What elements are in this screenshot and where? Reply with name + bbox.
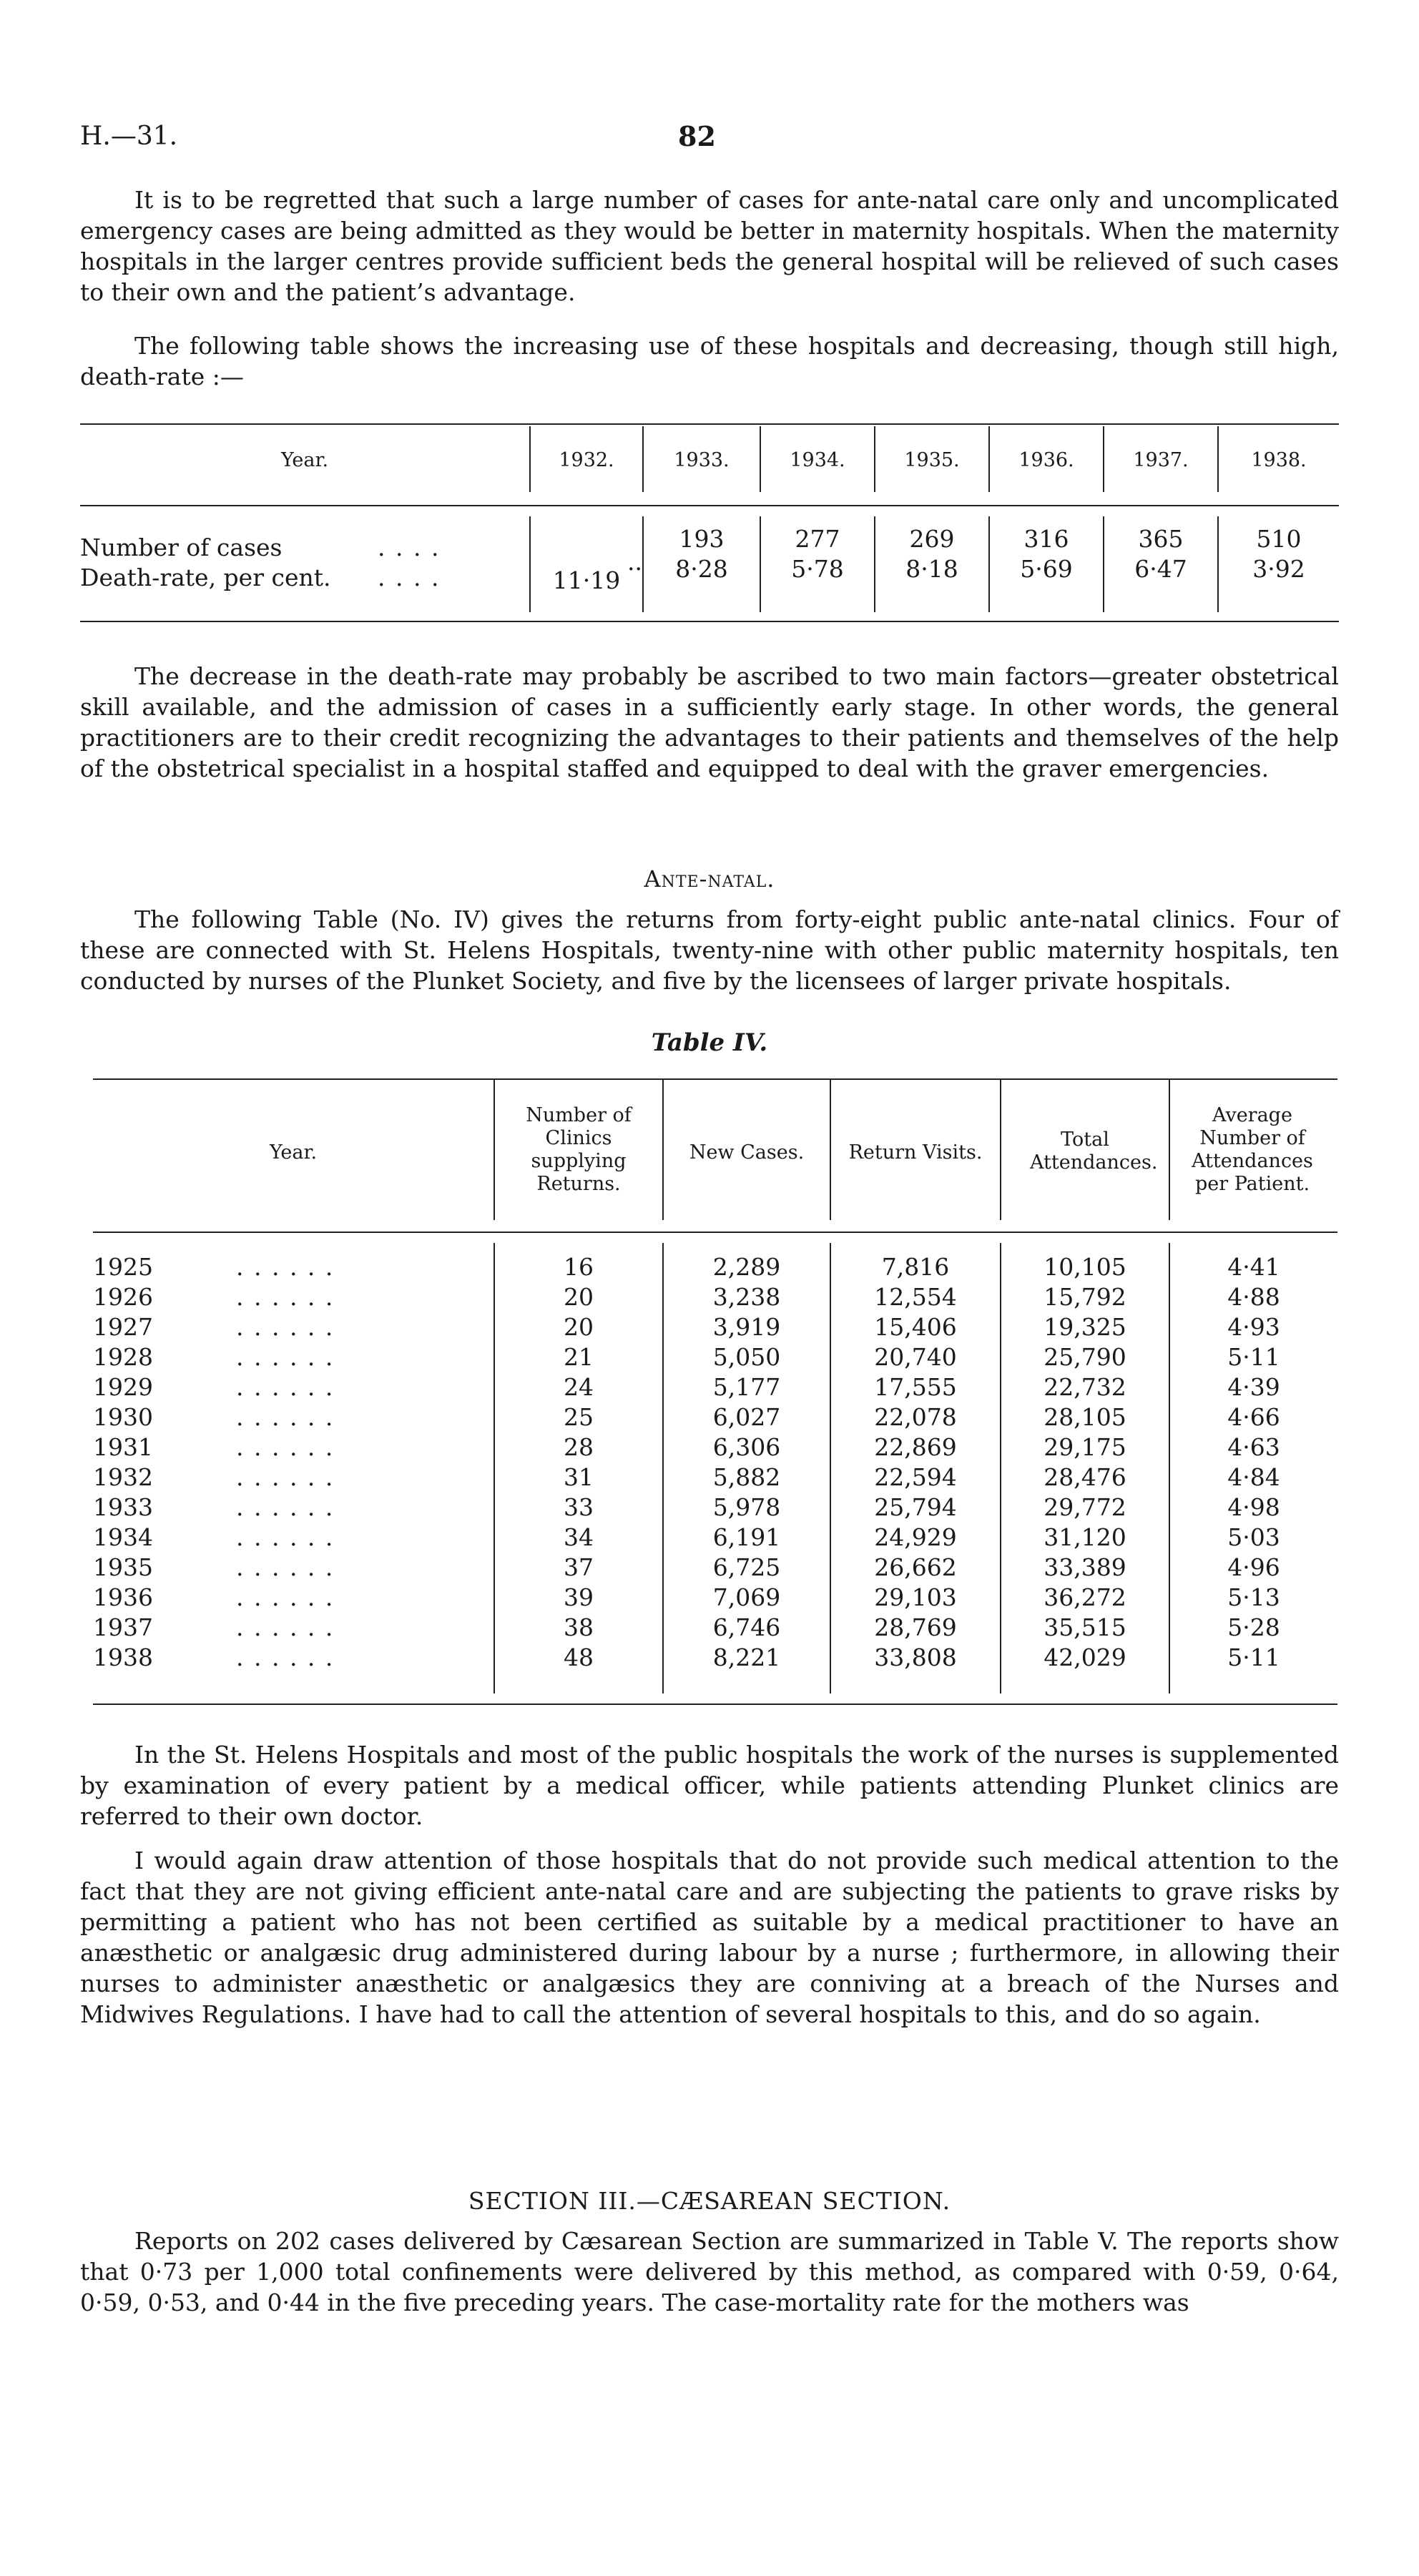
table4-clinics-cell: 33 [564, 1493, 594, 1521]
leader-dots: . . . . [378, 564, 441, 591]
table4-total-cell: 22,732 [1044, 1373, 1126, 1401]
table1-cell: 510 [1256, 525, 1302, 553]
table4-new-cases-cell: 6,306 [712, 1433, 781, 1461]
table1-year-header: Year. [280, 449, 329, 471]
table4-return-visits-cell: 12,554 [874, 1283, 957, 1311]
table4-clinics-header: Number of Clinics supplying Returns. [526, 1104, 632, 1195]
table4-average-cell: 4·96 [1227, 1553, 1280, 1581]
table1-cell: 8·18 [905, 555, 958, 583]
table4-return-visits-cell: 25,794 [874, 1493, 957, 1521]
leader-dots: . . . . . . [236, 1583, 335, 1611]
table4-return-visits-cell: 22,594 [874, 1463, 957, 1491]
table4-clinics-cell: 34 [564, 1523, 594, 1551]
table4-total-cell: 33,389 [1044, 1553, 1126, 1581]
ante-natal-heading: Ante-natal. [644, 865, 775, 893]
table4-clinics-cell: 21 [564, 1343, 594, 1371]
table4-average-cell: 4·98 [1227, 1493, 1280, 1521]
table4-year-cell: 1935 [93, 1553, 153, 1581]
table4-year-cell: 1927 [93, 1313, 153, 1341]
table1-cell: .. [627, 548, 642, 576]
leader-dots: . . . . [378, 534, 441, 561]
table4-average-cell: 4·88 [1227, 1283, 1280, 1311]
table4-new-cases-cell: 6,725 [712, 1553, 781, 1581]
table1-col-1933: 1933. [674, 449, 730, 471]
table1-cell: 6·47 [1134, 555, 1187, 583]
table4-return-visits-cell: 22,078 [874, 1403, 957, 1431]
table4-average-cell: 4·93 [1227, 1313, 1280, 1341]
table4-clinics-cell: 24 [564, 1373, 594, 1401]
table4-new-cases-cell: 5,978 [712, 1493, 781, 1521]
table4-year-cell: 1926 [93, 1283, 153, 1311]
page-number: 82 [678, 120, 716, 152]
table4-return-visits-cell: 29,103 [874, 1583, 957, 1611]
table4-total-cell: 28,476 [1044, 1463, 1126, 1491]
table1-cell: 8·28 [675, 555, 728, 583]
table4-total-cell: 42,029 [1044, 1643, 1126, 1671]
table1-col-1934: 1934. [790, 449, 845, 471]
table4-average-header: Average Number of Attendances per Patient. [1192, 1104, 1313, 1195]
table1-cell: 277 [795, 525, 840, 553]
table4-top-rule [93, 1078, 1337, 1080]
table4-year-cell: 1934 [93, 1523, 153, 1551]
table4-new-cases-cell: 3,238 [712, 1283, 781, 1311]
leader-dots: . . . . . . [236, 1463, 335, 1491]
table1-cell: 3·92 [1252, 555, 1305, 583]
table4-new-cases-header: New Cases. [689, 1141, 805, 1164]
table4-new-cases-cell: 7,069 [712, 1583, 781, 1611]
death-rate-paragraph: The decrease in the death-rate may probably be ascribed to two main factors—greater obstetrical skill available, and the admission of cases in a sufficiently early stage. In other words, the general practitioners are to their credit recognizing the advantages to their patients and themselves of the help of the obstetrical specialist in a hospital staffed and equipped to deal with the graver emergencies. [80, 662, 1339, 782]
table1-col-1936: 1936. [1018, 449, 1074, 471]
leader-dots: . . . . . . [236, 1433, 335, 1461]
table4-return-visits-cell: 17,555 [874, 1373, 957, 1401]
table4-clinics-cell: 31 [564, 1463, 594, 1491]
table4-average-cell: 4·63 [1227, 1433, 1280, 1461]
leader-dots: . . . . . . [236, 1283, 335, 1311]
table4-total-cell: 31,120 [1044, 1523, 1126, 1551]
table1-col-1932: 1932. [559, 449, 614, 471]
table4-year-cell: 1929 [93, 1373, 153, 1401]
table1-cell: 269 [909, 525, 955, 553]
table4-clinics-cell: 16 [564, 1253, 594, 1281]
table1-bottom-rule [80, 621, 1339, 622]
table4-new-cases-cell: 6,746 [712, 1613, 781, 1641]
table4-year-cell: 1933 [93, 1493, 153, 1521]
table4-new-cases-cell: 6,191 [712, 1523, 781, 1551]
intro-paragraph-2: The following table shows the increasing use of these hospitals and decreasing, though still high, death-rate :— [80, 332, 1339, 390]
table4-return-visits-cell: 26,662 [874, 1553, 957, 1581]
table1-col-1938: 1938. [1251, 449, 1307, 471]
leader-dots: . . . . . . [236, 1523, 335, 1551]
table4-return-visits-cell: 15,406 [874, 1313, 957, 1341]
leader-dots: . . . . . . [236, 1613, 335, 1641]
table1-cell: 365 [1138, 525, 1184, 553]
table4-average-cell: 5·13 [1227, 1583, 1280, 1611]
table1-cell: 11·19 [552, 566, 621, 594]
document-reference: H.—31. [80, 122, 178, 151]
table4-bottom-rule [93, 1704, 1337, 1705]
leader-dots: . . . . . . [236, 1493, 335, 1521]
table4-return-visits-cell: 7,816 [881, 1253, 950, 1281]
table4-total-cell: 28,105 [1044, 1403, 1126, 1431]
table4-average-cell: 4·41 [1227, 1253, 1280, 1281]
table4-average-cell: 5·28 [1227, 1613, 1280, 1641]
table4-new-cases-cell: 8,221 [712, 1643, 781, 1671]
table4-average-cell: 4·39 [1227, 1373, 1280, 1401]
table4-total-header: Total Attendances. [1030, 1129, 1158, 1174]
table4-return-visits-cell: 20,740 [874, 1343, 957, 1371]
table1-row-label: Death-rate, per cent. [80, 564, 331, 591]
table4-total-cell: 19,325 [1044, 1313, 1126, 1341]
table4-new-cases-cell: 5,882 [712, 1463, 781, 1491]
table4-average-cell: 5·11 [1227, 1643, 1280, 1671]
medical-attention-paragraph: I would again draw attention of those hospitals that do not provide such medical attention to the fact that they are not giving efficient ante-natal care and are subjecting the patients to grave risks by permitting a patient who has not been certified as suitable by a medical practitioner to have an anæsthetic or analgæsic drug administered during labour by a nurse ; furthermore, in allowing their nurses to administer anæsthetic or analgæsics they are conniving at a breach of the Nurses and Midwives Regulations. I have had to call the attention of several hospitals to this, and do so again. [80, 1847, 1339, 2028]
table4-total-cell: 29,175 [1044, 1433, 1126, 1461]
table4-return-visits-cell: 24,929 [874, 1523, 957, 1551]
leader-dots: . . . . . . [236, 1313, 335, 1341]
leader-dots: . . . . . . [236, 1403, 335, 1431]
table4-average-cell: 4·66 [1227, 1403, 1280, 1431]
table-iv-title: Table IV. [651, 1028, 768, 1057]
table4-header-rule [93, 1232, 1337, 1233]
table4-return-visits-cell: 28,769 [874, 1613, 957, 1641]
st-helens-paragraph: In the St. Helens Hospitals and most of the public hospitals the work of the nurses is supplemented by examination of every patient by a medical officer, while patients attending Plunket clinics are referred to their own doctor. [80, 1741, 1339, 1830]
intro-paragraph-1: It is to be regretted that such a large number of cases for ante-natal care only and uncomplicated emergency cases are being admitted as they would be better in maternity hospitals. When the maternity hospitals in the larger centres provide sufficient beds the general hospital will be relieved of such cases to their own and the patient’s advantage. [80, 186, 1339, 306]
table1-cell: 5·69 [1020, 555, 1073, 583]
leader-dots: . . . . . . [236, 1643, 335, 1671]
table4-year-cell: 1928 [93, 1343, 153, 1371]
table4-new-cases-cell: 5,177 [712, 1373, 781, 1401]
leader-dots: . . . . . . [236, 1373, 335, 1401]
table4-year-cell: 1925 [93, 1253, 153, 1281]
table4-average-cell: 5·03 [1227, 1523, 1280, 1551]
table4-total-cell: 15,792 [1044, 1283, 1126, 1311]
table1-row-label: Number of cases [80, 534, 283, 561]
table4-clinics-cell: 48 [564, 1643, 594, 1671]
table4-clinics-cell: 28 [564, 1433, 594, 1461]
table4-return-visits-header: Return Visits. [848, 1141, 983, 1164]
leader-dots: . . . . . . [236, 1553, 335, 1581]
table4-total-cell: 35,515 [1044, 1613, 1126, 1641]
leader-dots: . . . . . . [236, 1343, 335, 1371]
table4-total-cell: 25,790 [1044, 1343, 1126, 1371]
table4-clinics-cell: 25 [564, 1403, 594, 1431]
table4-new-cases-cell: 6,027 [712, 1403, 781, 1431]
table4-year-cell: 1936 [93, 1583, 153, 1611]
table4-clinics-cell: 37 [564, 1553, 594, 1581]
table4-new-cases-cell: 5,050 [712, 1343, 781, 1371]
table4-return-visits-cell: 33,808 [874, 1643, 957, 1671]
table4-year-cell: 1937 [93, 1613, 153, 1641]
table4-new-cases-cell: 3,919 [712, 1313, 781, 1341]
table1-cell: 5·78 [791, 555, 844, 583]
table4-clinics-cell: 20 [564, 1313, 594, 1341]
table4-year-cell: 1930 [93, 1403, 153, 1431]
table4-clinics-cell: 39 [564, 1583, 594, 1611]
table1-header-rule [80, 505, 1339, 506]
table1-cell: 193 [679, 525, 725, 553]
table4-clinics-cell: 20 [564, 1283, 594, 1311]
table1-cell: 316 [1023, 525, 1069, 553]
table4-year-header: Year. [269, 1141, 318, 1164]
table4-new-cases-cell: 2,289 [712, 1253, 781, 1281]
table4-average-cell: 4·84 [1227, 1463, 1280, 1491]
table4-year-cell: 1931 [93, 1433, 153, 1461]
table4-return-visits-cell: 22,869 [874, 1433, 957, 1461]
table4-total-cell: 29,772 [1044, 1493, 1126, 1521]
caesarean-paragraph: Reports on 202 cases delivered by Cæsarean Section are summarized in Table V. The reports show that 0·73 per 1,000 total confinements were delivered by this method, as compared with 0·59, 0·64, 0·59, 0·53, and 0·44 in the five preceding years. The case-mortality rate for the mothers was [80, 2227, 1339, 2316]
ante-natal-paragraph: The following Table (No. IV) gives the returns from forty-eight public ante-natal clinics. Four of these are connected with St. Helens Hospitals, twenty-nine with other public maternity hospitals, ten conducted by nurses of the Plunket Society, and five by the licensees of larger private hospitals. [80, 905, 1339, 995]
table1-top-rule [80, 423, 1339, 425]
table1-col-1937: 1937. [1133, 449, 1189, 471]
table4-year-cell: 1938 [93, 1643, 153, 1671]
table4-average-cell: 5·11 [1227, 1343, 1280, 1371]
table4-clinics-cell: 38 [564, 1613, 594, 1641]
table4-total-cell: 36,272 [1044, 1583, 1126, 1611]
leader-dots: . . . . . . [236, 1253, 335, 1281]
table4-total-cell: 10,105 [1044, 1253, 1126, 1281]
section-iii-heading: SECTION III.—CÆSAREAN SECTION. [468, 2187, 951, 2215]
table4-year-cell: 1932 [93, 1463, 153, 1491]
table1-col-1935: 1935. [904, 449, 960, 471]
